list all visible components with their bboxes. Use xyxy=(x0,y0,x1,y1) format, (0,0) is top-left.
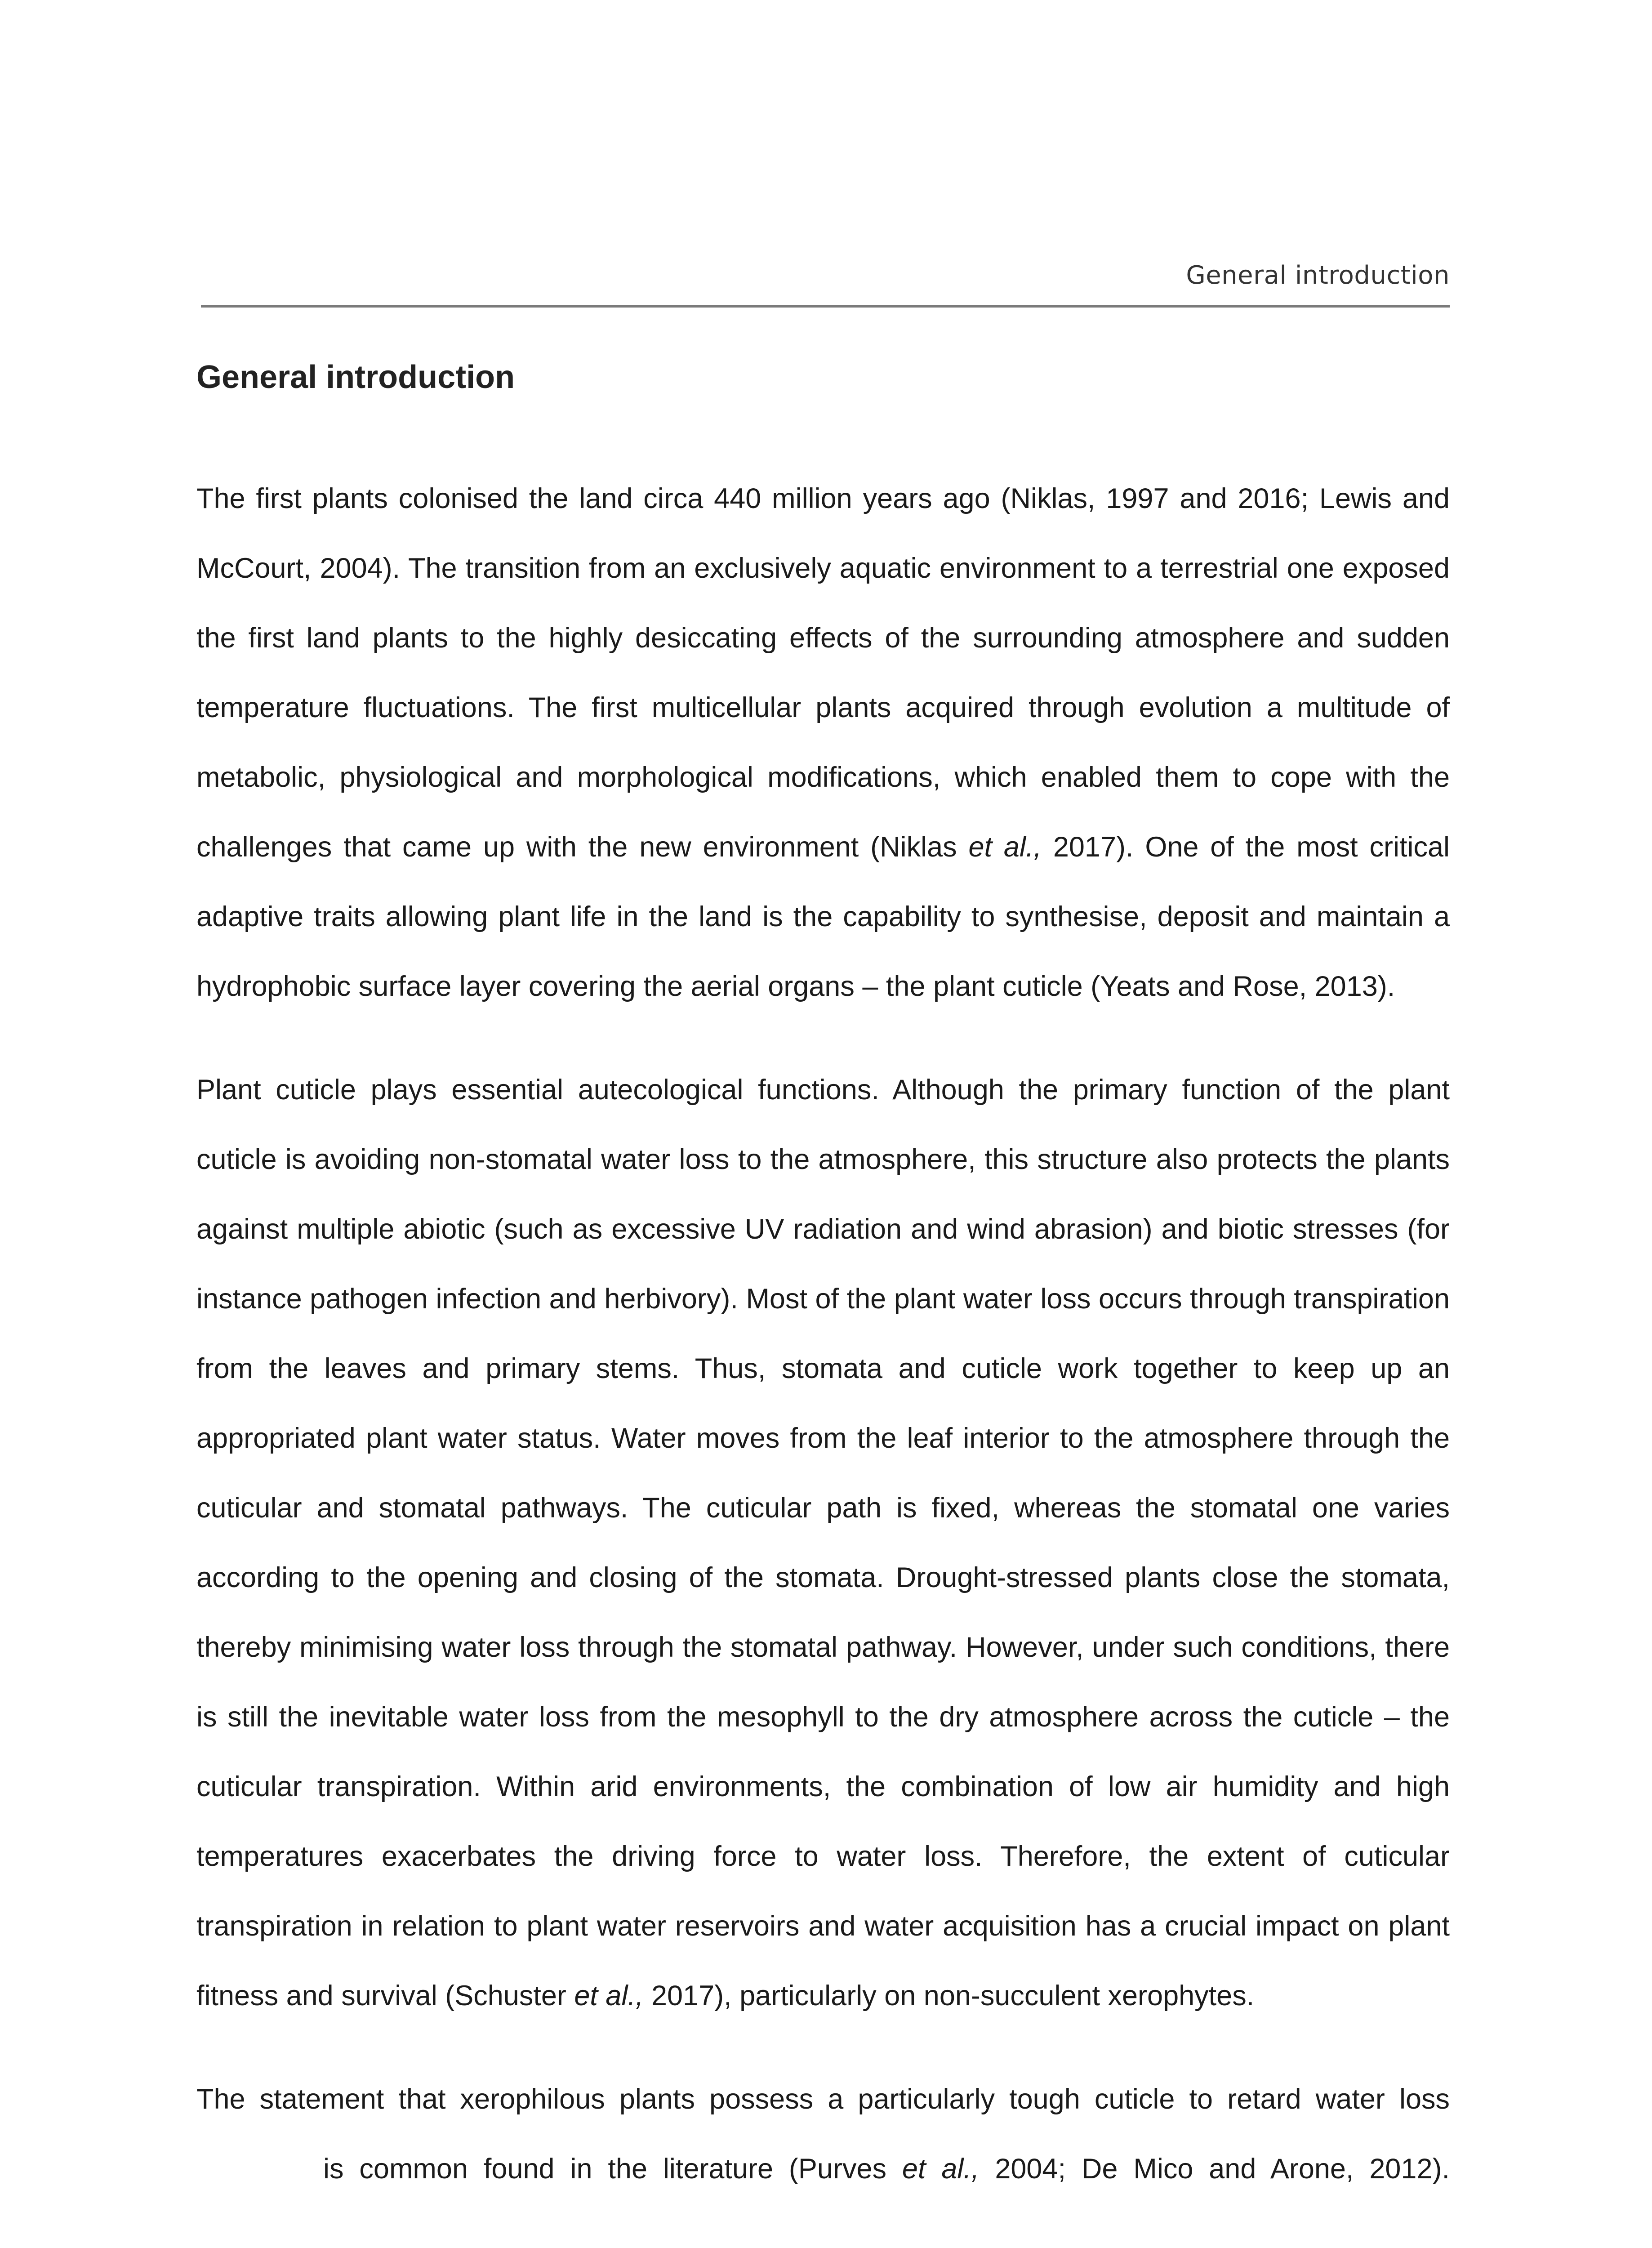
body-text xyxy=(196,464,1450,2204)
paragraph-1: The first plants colonised the land circa 440 million years ago (Niklas, 1997 and 2016; Lewis and McCourt, 2004). The transition from an exclusively aquatic environment to a terrestrial one exposed the first land plants to the highly desiccating effects of the surrounding atmosphere and sudden temperature fluctuations. The first multicellular plants acquired through evolution a multitude of metabolic, physiological and morphological modifications, which enabled them to cope with the challenges that came up with the new environment (Niklas et al., 2017). One of the most critical adaptive traits allowing plant life in the land is the capability to synthesise, deposit and maintain a hydrophobic surface layer covering the aerial organs – the plant cuticle (Yeats and Rose, 2013). xyxy=(196,483,1450,1002)
paragraph-3-line-2: is common found in the literature (Purves et al., 2004; De Mico and Arone, 2012). xyxy=(323,2153,1450,2185)
italic-citation: et al., xyxy=(902,2153,980,2185)
header-rule xyxy=(201,305,1450,308)
paragraph-3 xyxy=(196,2065,1450,2204)
italic-citation: et al., xyxy=(574,1980,644,2012)
paragraph-2: Plant cuticle plays essential autecological functions. Although the primary function of the plant cuticle is avoiding non-stomatal water loss to the atmosphere, this structure also protects the plants against multiple abiotic (such as excessive UV radiation and wind abrasion) and biotic stresses (for instance pathogen infection and herbivory). Most of the plant water loss occurs through transpiration from the leaves and primary stems. Thus, stomata and cuticle work together to keep up an appropriated plant water status. Water moves from the leaf interior to the atmosphere through the cuticular and stomatal pathways. The cuticular path is fixed, whereas the stomatal one varies according to the opening and closing of the stomata. Drought-stressed plants close the stomata, thereby minimising water loss through the stomatal pathway. However, under such conditions, there is still the inevitable water loss from the mesophyll to the dry atmosphere across the cuticle – the cuticular transpiration. Within arid environments, the combination of low air humidity and high temperatures exacerbates the driving force to water loss. Therefore, the extent of cuticular transpiration in relation to plant water reservoirs and water acquisition has a crucial impact on plant fitness and survival (Schuster et al., 2017), particularly on non-succulent xerophytes. xyxy=(196,1074,1450,2012)
section-title: General introduction xyxy=(196,359,515,395)
italic-citation: et al., xyxy=(968,831,1042,863)
paragraph-3-line-1: The statement that xerophilous plants possess a particularly tough cuticle to retard water loss xyxy=(196,2083,1450,2115)
running-header: General introduction xyxy=(1186,261,1450,290)
